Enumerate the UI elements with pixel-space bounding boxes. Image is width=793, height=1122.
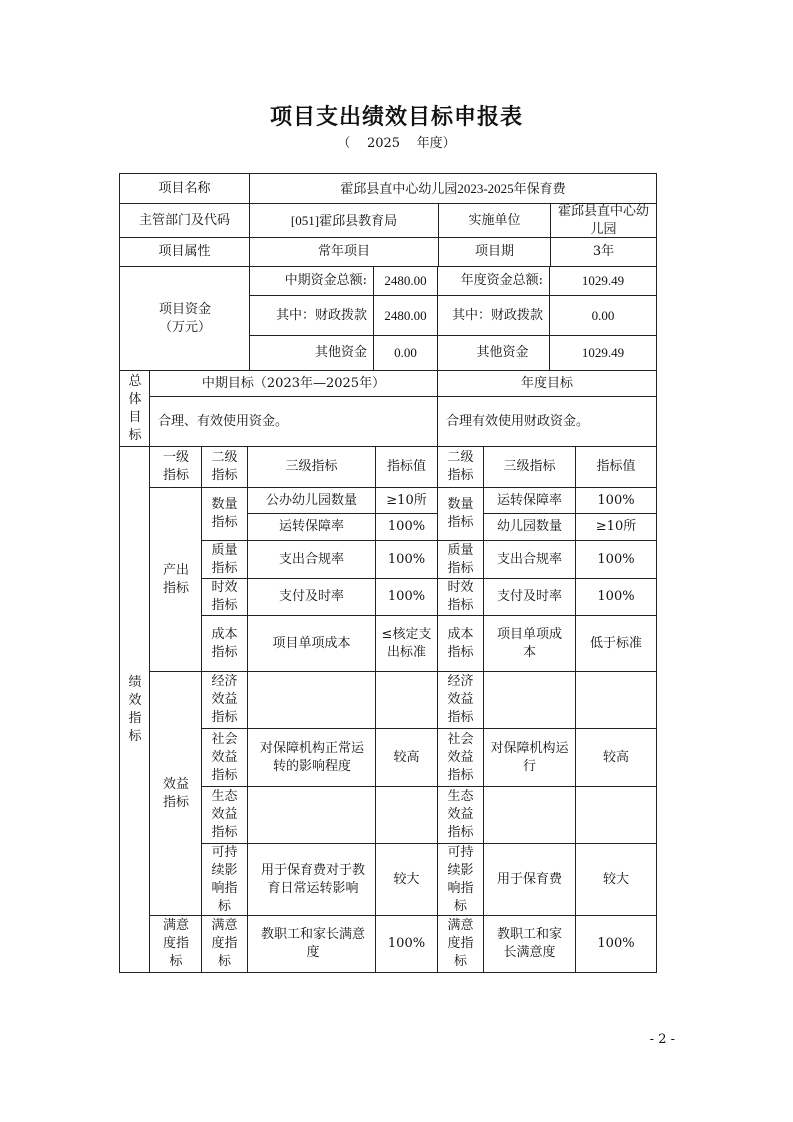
project-name: 霍邱县直中心幼儿园2023-2025年保育费	[340, 180, 566, 196]
label-mid-other: 其他资金	[314, 345, 367, 360]
department: [051]霍邱县教育局	[290, 212, 398, 228]
mid-quality-value: 100%	[387, 551, 426, 567]
mid-satisfaction: 教职工和家长满意度	[260, 927, 365, 960]
l2-timeliness-year: 时效指标	[447, 580, 474, 613]
mid-sustainability-value: 较大	[393, 871, 420, 887]
l2-economic-year: 经济效益指标	[447, 674, 474, 725]
implementer: 霍邱县直中心幼儿园	[557, 203, 649, 237]
label-mid-fiscal: 其中：财政拨款	[275, 307, 367, 323]
label-performance: 绩效指标	[128, 674, 142, 744]
header-level2-year: 二级指标	[447, 450, 474, 483]
l2-cost-year: 成本指标	[447, 626, 474, 660]
mid-goal-text: 合理、有效使用资金。	[158, 413, 289, 429]
year-social-value: 较高	[602, 749, 629, 765]
label-year-total: 年度资金总额:	[460, 273, 543, 288]
year-quantity-2: 幼儿园数量	[496, 519, 562, 534]
mid-quantity-2-value: 100%	[387, 519, 426, 534]
period: 3年	[592, 244, 615, 259]
attribute: 常年项目	[317, 244, 370, 259]
l2-quantity-mid: 数量指标	[211, 497, 238, 530]
label-implementer: 实施单位	[468, 212, 521, 228]
year-other: 1029.49	[581, 345, 625, 360]
page-number: - 2 -	[649, 1032, 675, 1047]
l2-satisfaction-year: 满意度指标	[447, 918, 474, 969]
year-quality-value: 100%	[597, 551, 635, 567]
year-fiscal: 0.00	[591, 307, 615, 323]
mid-timeliness-value: 100%	[387, 589, 426, 604]
year-sustainability-value: 较大	[602, 871, 629, 887]
header-value-year: 指标值	[596, 459, 636, 474]
l2-satisfaction-mid: 满意度指标	[211, 918, 238, 969]
year-quantity-1: 运转保障率	[496, 492, 562, 508]
header-level3-year: 三级指标	[503, 459, 556, 474]
year-social: 对保障机构运行	[490, 740, 569, 774]
label-overall-goal: 总体目标	[128, 373, 142, 443]
mid-quality: 支出合规率	[278, 551, 344, 567]
label-project-name: 项目名称	[158, 180, 211, 196]
year-timeliness-value: 100%	[597, 589, 635, 604]
year-cost: 项目单项成本	[496, 626, 562, 660]
label-attribute: 项目属性	[158, 244, 211, 259]
label-year-other: 其他资金	[476, 345, 529, 360]
mid-fiscal: 2480.00	[384, 307, 427, 323]
mid-social-value: 较高	[393, 749, 420, 765]
level1-benefit: 效益指标	[162, 776, 189, 810]
mid-cost: 项目单项成本	[272, 635, 351, 651]
year-sustainability: 用于保育费	[496, 871, 562, 887]
l2-social-mid: 社会效益指标	[211, 731, 238, 783]
l2-social-year: 社会效益指标	[447, 731, 474, 783]
level1-satisfaction: 满意度指标	[162, 918, 189, 969]
mid-quantity-1: 公办幼儿园数量	[265, 492, 357, 508]
year-satisfaction: 教职工和家长满意度	[496, 927, 562, 960]
mid-quantity-2: 运转保障率	[278, 519, 344, 534]
l2-timeliness-mid: 时效指标	[211, 580, 238, 613]
level1-output: 产出指标	[162, 562, 189, 596]
year-goal-header: 年度目标	[520, 375, 573, 391]
year-timeliness: 支付及时率	[496, 589, 562, 604]
mid-sustainability: 用于保育费对于教育日常运转影响	[260, 862, 365, 896]
l2-sustainability-mid: 可持续影响指标	[211, 844, 238, 914]
mid-goal-header: 中期目标（2023年—2025年）	[201, 375, 386, 391]
header-level3-mid: 三级指标	[285, 459, 338, 474]
header-level2-mid: 二级指标	[211, 450, 238, 483]
label-mid-total: 中期资金总额:	[284, 273, 367, 288]
l2-sustainability-year: 可持续影响指标	[447, 844, 474, 914]
page-title: 项目支出绩效目标申报表	[269, 105, 523, 130]
year-quality: 支出合规率	[496, 551, 562, 567]
l2-quality-year: 质量指标	[447, 542, 474, 576]
header-level1: 一级指标	[162, 450, 189, 483]
label-department: 主管部门及代码	[138, 212, 230, 228]
year-goal-text: 合理有效使用财政资金。	[446, 413, 590, 429]
year-quantity-1-value: 100%	[597, 492, 635, 508]
year-satisfaction-value: 100%	[597, 936, 635, 951]
year-cost-value: 低于标准	[589, 635, 642, 651]
mid-total: 2480.00	[384, 273, 427, 288]
mid-social: 对保障机构正常运转的影响程度	[259, 740, 364, 774]
l2-ecological-year: 生态效益指标	[447, 789, 474, 840]
label-year-fiscal: 其中：财政拨款	[451, 307, 543, 323]
l2-quantity-year: 数量指标	[447, 497, 474, 530]
l2-quality-mid: 质量指标	[211, 542, 238, 576]
label-funds: 项目资金（万元）	[158, 301, 211, 335]
mid-timeliness: 支付及时率	[278, 589, 344, 604]
l2-cost-mid: 成本指标	[211, 626, 238, 660]
l2-economic-mid: 经济效益指标	[211, 674, 238, 725]
label-period: 项目期	[474, 244, 514, 259]
mid-cost-value: ≤核定支出标准	[381, 626, 432, 660]
mid-satisfaction-value: 100%	[387, 936, 426, 951]
l2-ecological-mid: 生态效益指标	[211, 789, 238, 840]
header-value-mid: 指标值	[386, 459, 426, 474]
year-quantity-2-value: ≥10所	[595, 519, 637, 534]
mid-quantity-1-value: ≥10所	[386, 492, 427, 508]
mid-other: 0.00	[394, 345, 417, 360]
subtitle-year: （ 2025 年度）	[337, 136, 456, 151]
year-total: 1029.49	[581, 273, 625, 288]
